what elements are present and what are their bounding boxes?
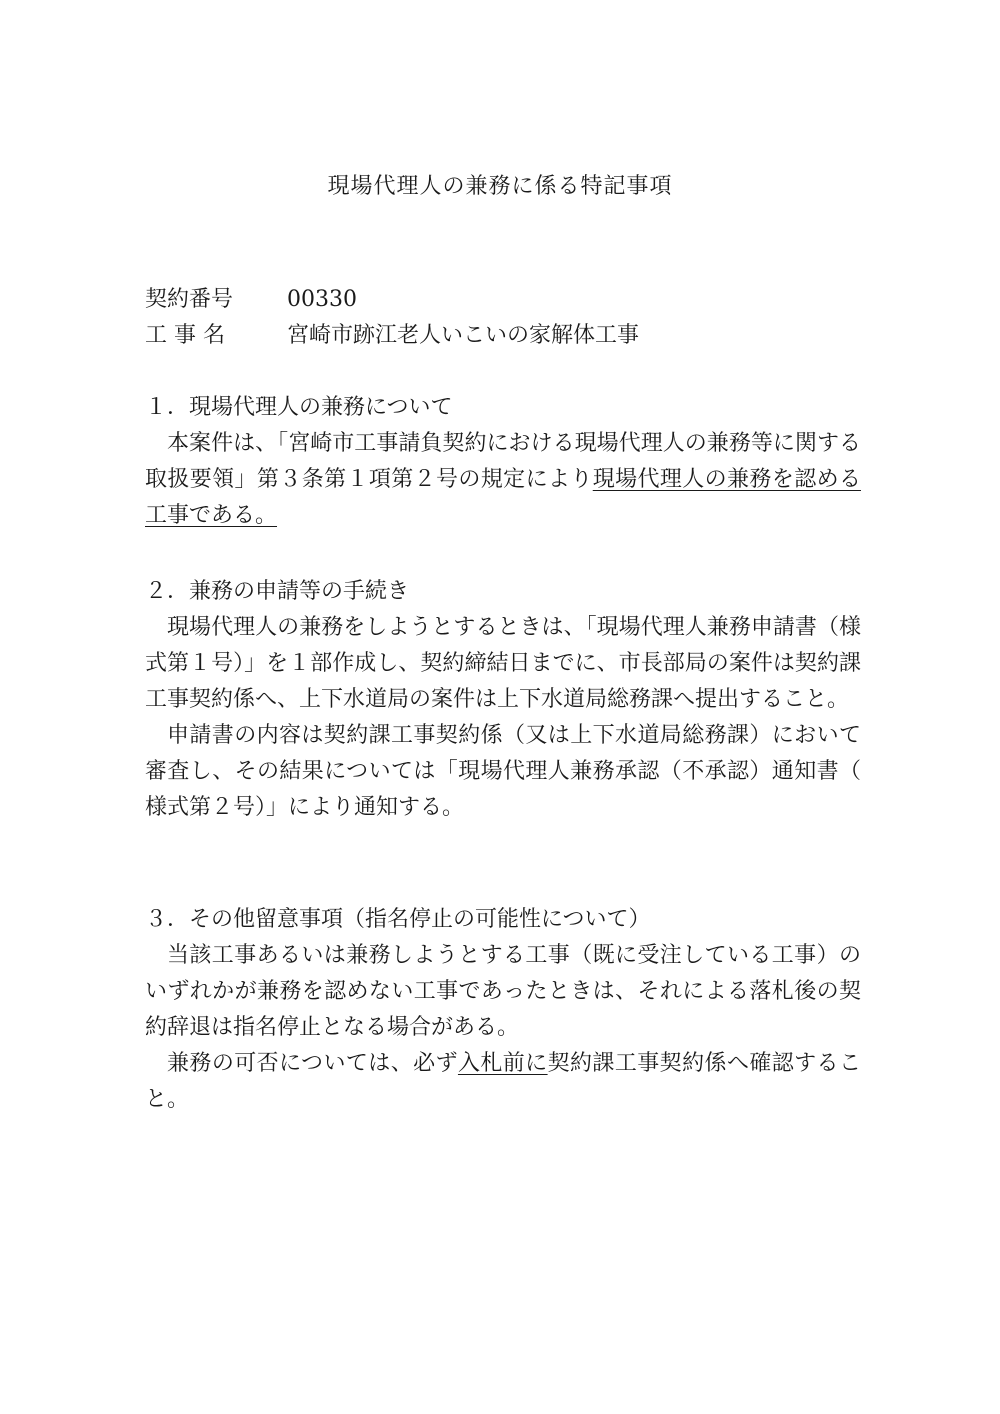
- work-name-label: 工 事 名: [145, 323, 225, 348]
- section-3: [145, 902, 861, 1118]
- section-1-text: 本案件は、「宮崎市工事請負契約における現場代理人の兼務等に関する取扱要領」第３条第１項第２号の規定により: [145, 431, 861, 492]
- section-1-paragraph: [145, 426, 861, 534]
- section-2-paragraph-2: 申請書の内容は契約課工事契約係（又は上下水道局総務課）において審査し、その結果については「現場代理人兼務承認（不承認）通知書（様式第２号）」により通知する。: [145, 723, 861, 820]
- work-name-value: 宮崎市跡江老人いこいの家解体工事: [287, 323, 640, 348]
- section-3-text-a: 兼務の可否については、必ず: [167, 1051, 458, 1076]
- contract-number-value: 00330: [287, 287, 357, 312]
- work-name-row: [145, 318, 861, 354]
- contract-number-label: 契約番号: [145, 287, 234, 312]
- section-3-underlined-text: 入札前に: [457, 1051, 548, 1076]
- section-3-heading: ３．その他留意事項（指名停止の可能性について）: [145, 907, 651, 932]
- contract-info: [145, 282, 861, 354]
- section-1-underlined-text: 現場代理人の兼務を認める工事である。: [145, 467, 861, 528]
- section-2-paragraph-1: 現場代理人の兼務をしようとするときは、「現場代理人兼務申請書（様式第１号）」を１部作成し、契約締結日までに、市長部局の案件は契約課工事契約係へ、上下水道局の案件は上下水道局総務課へ提出すること。: [145, 615, 861, 712]
- section-1-heading: １．現場代理人の兼務について: [145, 395, 453, 420]
- contract-number-row: [145, 282, 861, 318]
- section-2-heading: ２．兼務の申請等の手続き: [145, 579, 410, 604]
- section-3-paragraph-1: 当該工事あるいは兼務しようとする工事（既に受注している工事）のいずれかが兼務を認めない工事であったときは、それによる落札後の契約辞退は指名停止となる場合がある。: [145, 943, 861, 1040]
- document-title: 現場代理人の兼務に係る特記事項: [327, 174, 673, 199]
- section-3-paragraph-2: [145, 1046, 861, 1118]
- section-2: [145, 574, 861, 826]
- section-1: [145, 390, 861, 534]
- section-3-text-b: 契約課工事契約係へ確認すること。: [145, 1051, 861, 1112]
